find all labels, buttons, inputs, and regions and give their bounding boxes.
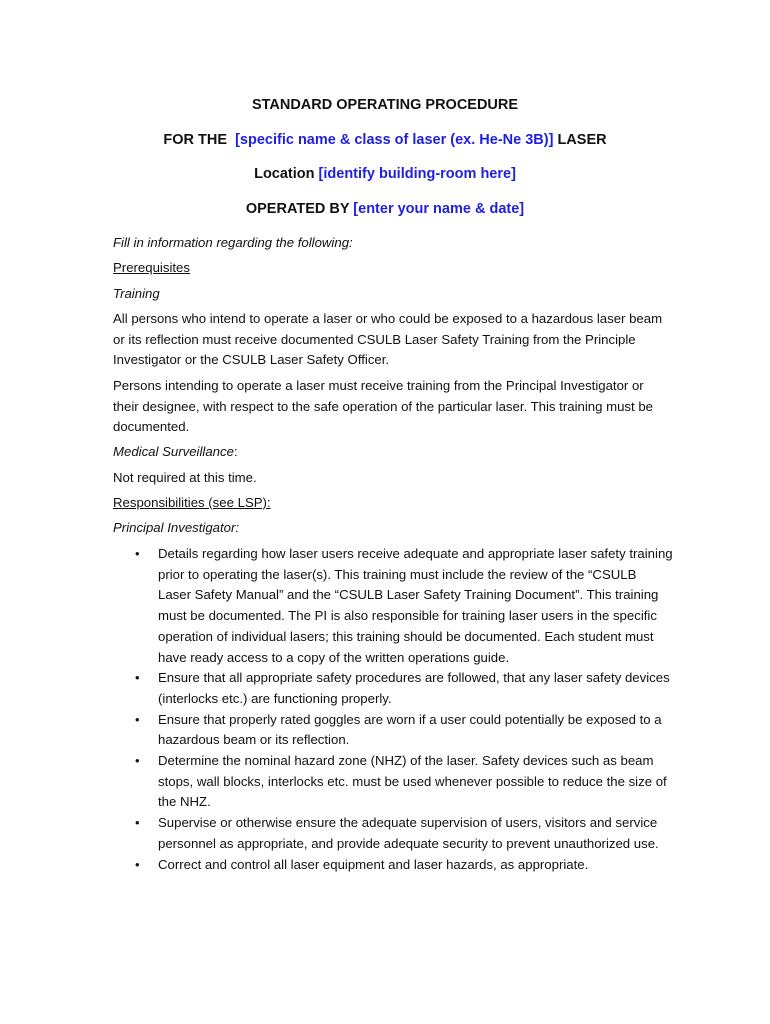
list-item-text: Determine the nominal hazard zone (NHZ) of the laser. Safety devices such as beam stops, wall blocks, interlocks etc. must be used whenever possible to reduce the size of the NHZ.	[158, 753, 667, 810]
training-heading: Training	[113, 286, 160, 301]
list-item-text: Ensure that properly rated goggles are worn if a user could potentially be exposed to a hazardous beam or its reflection.	[158, 711, 662, 748]
list-item-text: Correct and control all laser equipment and laser hazards, as appropriate.	[158, 856, 589, 872]
title-line-2	[0, 131, 770, 149]
title-text: STANDARD OPERATING PROCEDURE	[251, 97, 519, 113]
list-item	[113, 855, 673, 876]
bullet-icon: •	[135, 856, 140, 872]
list-item	[113, 751, 673, 813]
training-para1-text: All persons who intend to operate a laser or who could be exposed to a hazardous laser beam or its reflection must receive documented CSULB Laser Safety Training from the Principle Investigator or the CSULB Laser Safety Officer.	[113, 311, 663, 367]
title-line-1	[0, 96, 770, 114]
medical-heading-line	[113, 442, 673, 463]
pi-heading: Principal Investigator:	[113, 520, 240, 535]
list-item	[113, 668, 673, 709]
laser-name-field[interactable]: [specific name & class of laser (ex. He-Ne 3B)]	[235, 132, 554, 148]
title-line-4	[0, 200, 770, 218]
training-para2-text: Persons intending to operate a laser must receive training from the Principal Investigator or their designee, with respect to the safe operation of the particular laser. This training must be documented.	[113, 378, 654, 434]
location-label: Location	[254, 166, 319, 182]
medical-text: Not required at this time.	[113, 470, 257, 485]
operator-field[interactable]: [enter your name & date]	[353, 201, 525, 217]
bullet-icon: •	[135, 546, 140, 561]
training-paragraph-1	[113, 309, 673, 371]
list-item	[113, 813, 673, 854]
medical-heading: Medical Surveillance	[113, 444, 234, 459]
training-paragraph-2	[113, 376, 673, 438]
bullet-icon: •	[135, 711, 140, 727]
title-for-prefix: FOR THE	[163, 132, 236, 148]
bullet-icon: •	[135, 815, 140, 831]
list-item-text: Ensure that all appropriate safety procedures are followed, that any laser safety devices (interlocks etc.) are functioning properly.	[158, 670, 670, 706]
bullet-icon: •	[135, 670, 140, 686]
prerequisites-heading: Prerequisites	[113, 260, 190, 275]
title-line-3	[0, 165, 770, 183]
list-item-text: Details regarding how laser users receive adequate and appropriate laser safety training prior to operating the laser(s). This training must include the review of the “CSULB Laser Safety Manual” and the “CSULB Laser Safety Training Document”. This training must be documented. The PI is also responsible for training laser users in the specific operation of individual lasers; this training should be documented. Each student must have ready access to a copy of the written operations guide.	[158, 546, 673, 665]
bullet-icon: •	[135, 753, 140, 769]
medical-colon: :	[233, 444, 238, 459]
list-item	[113, 544, 673, 668]
responsibilities-heading: Responsibilities (see LSP):	[113, 495, 271, 510]
instructions-text: Fill in information regarding the following:	[113, 235, 353, 250]
list-item-text: Supervise or otherwise ensure the adequate supervision of users, visitors and service personnel as appropriate, and provide adequate security to prevent unauthorized use.	[158, 815, 659, 851]
title-laser-suffix: LASER	[553, 132, 607, 148]
operated-by-label: OPERATED BY	[245, 201, 354, 217]
list-item	[113, 710, 673, 751]
location-field[interactable]: [identify building-room here]	[318, 166, 516, 182]
pi-responsibilities-list	[113, 544, 673, 875]
